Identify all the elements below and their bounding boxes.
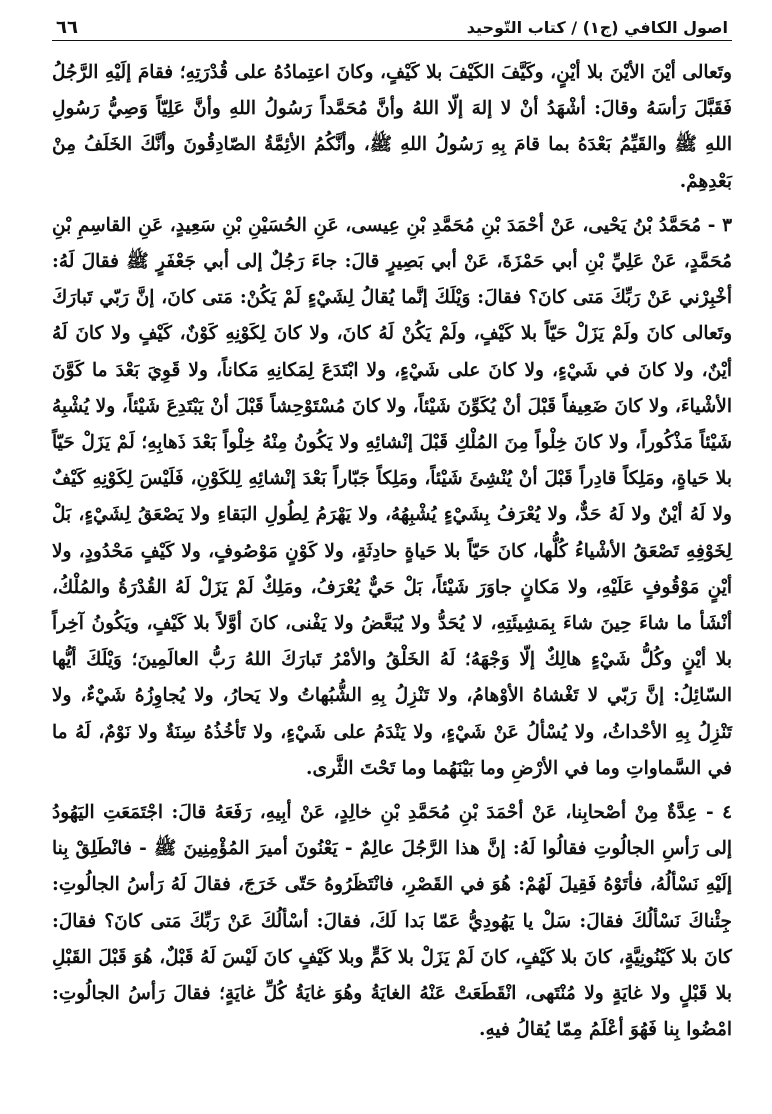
page-header [52,14,732,41]
paragraph-continuation [52,55,732,200]
book-page [52,14,732,1104]
page-body [52,55,732,1048]
hadith-number: ٣ - [707,214,732,236]
hadith-4 [52,795,732,1048]
paragraph-text: وتَعالى أيْنَ الأيْنَ بلا أيْنٍ، وكَيَّفَ الكَيْفَ بلا كَيْفٍ، وكانَ اعتِمادُهُ على قُدْرَتِهِ؛ فقامَ إلَيْهِ الرَّجُلُ فَقَبَّلَ رَأسَهُ وقالَ: أشْهَدُ أنْ لا إلهَ إلّا اللهُ وأنَّ مُحَمَّداً رَسُولُ اللهِ وأنَّ عَلِيّاً وَصِيُّ رَسُولِ اللهِ ﷺ والقَيِّمُ بَعْدَهُ بما قامَ بِهِ رَسُولُ اللهِ ﷺ، وأنَّكُمُ الأئِمَّةُ الصّادِقُونَ وأنَّكَ الخَلَفُ مِنْ بَعْدِهِمْ. [52,62,732,192]
hadith-3 [52,208,732,787]
running-title: اصول الكافي (ج١) / كتاب التّوحيد [466,17,728,37]
paragraph-text: مُحَمَّدُ بْنُ يَحْيى، عَنْ أحْمَدَ بْنِ مُحَمَّدِ بْنِ عِيسى، عَنِ الحُسَيْنِ بْنِ سَعِيدٍ، عَنِ القاسِمِ بْنِ مُحَمَّدٍ، عَنْ عَلِيِّ بْنِ أبي حَمْزَةَ، عَنْ أبي بَصِيرٍ قالَ: جاءَ رَجُلٌ إلى أبي جَعْفَرٍ ﷺ فقالَ لَهُ: أخْبِرْني عَنْ رَبِّكَ مَتى كانَ؟ فقالَ: وَيْلَكَ إنَّما يُقالُ لِشَيْءٍ لَمْ يَكُنْ: مَتى كانَ، إنَّ رَبّي تَبارَكَ وتَعالى كانَ ولَمْ يَزَلْ حَيّاً بلا كَيْفٍ، ولَمْ يَكُنْ لَهُ كانَ، ولا كانَ لِكَوْنِهِ كَوْنٌ، كَيْفٍ ولا كانَ لَهُ أيْنٌ، ولا كانَ في شَيْءٍ، ولا كانَ على شَيْءٍ، ولا ابْتَدَعَ لِمَكانِهِ مَكاناً، ولا قَوِيَ بَعْدَ ما كَوَّنَ الأشْياءَ، ولا كانَ ضَعِيفاً قَبْلَ أنْ يُكَوِّنَ شَيْئاً، ولا كانَ مُسْتَوْحِشاً قَبْلَ أنْ يَبْتَدِعَ شَيْئاً، ولا يُشْبِهُ شَيْئاً مَذْكُوراً، ولا كانَ خِلْواً مِنَ المُلْكِ قَبْلَ إنْشائِهِ ولا يَكُونُ مِنْهُ خِلْواً بَعْدَ ذَهابِهِ؛ لَمْ يَزَلْ حَيّاً بلا حَياةٍ، ومَلِكاً قادِراً قَبْلَ أنْ يُنْشِئَ شَيْئاً، ومَلِكاً جَبّاراً بَعْدَ إنْشائِهِ لِلكَوْنِ، فَلَيْسَ لِكَوْنِهِ كَيْفٌ ولا لَهُ أيْنٌ ولا لَهُ حَدٌّ، ولا يُعْرَفُ بِشَيْءٍ يُشْبِهُهُ، ولا يَهْرَمُ لِطُولِ البَقاءِ ولا يَصْعَقُ لِشَيْءٍ، بَلْ لِخَوْفِهِ تَصْعَقُ الأشْياءُ كُلُّها، كانَ حَيّاً بلا حَياةٍ حادِثَةٍ، ولا كَوْنٍ مَوْصُوفٍ، ولا كَيْفٍ مَحْدُودٍ، ولا أيْنٍ مَوْقُوفٍ عَلَيْهِ، ولا مَكانٍ جاوَرَ شَيْئاً، بَلْ حَيٌّ يُعْرَفُ، ومَلِكٌ لَمْ يَزَلْ لَهُ القُدْرَةُ والمُلْكُ، أنْشَأ ما شاءَ حِينَ شاءَ بِمَشِيئَتِهِ، لا يُحَدُّ ولا يُبَعَّضُ ولا يَفْنى، كانَ أوَّلاً بلا كَيْفٍ، ويَكُونُ آخِراً بلا أيْنٍ وكُلُّ شَيْءٍ هالِكٌ إلّا وَجْهَهُ؛ لَهُ الخَلْقُ والأمْرُ تَبارَكَ اللهُ رَبُّ العالَمِينَ؛ وَيْلَكَ أيُّها السّائِلُ: إنَّ رَبّي لا تَغْشاهُ الأوْهامُ، ولا تَنْزِلُ بِهِ الشُّبُهاتُ ولا يَحارُ، ولا يُجاوِزُهُ شَيْءٌ، ولا تَنْزِلُ بِهِ الأحْداثُ، ولا يُسْألُ عَنْ شَيْءٍ، ولا يَنْدَمُ على شَيْءٍ، ولا تَأخُذُهُ سِنَةٌ ولا نَوْمٌ، لَهُ ما في السَّماواتِ وما في الأرْضِ وما بَيْنَهُما وما تَحْتَ الثَّرى. [52,214,732,779]
page-number: ٦٦ [56,16,78,38]
hadith-number: ٤ - [705,802,732,824]
paragraph-text: عِدَّةٌ مِنْ أصْحابِنا، عَنْ أحْمَدَ بْنِ مُحَمَّدِ بْنِ خالِدٍ، عَنْ أبِيهِ، رَفَعَهُ قالَ: اجْتَمَعَتِ اليَهُودُ إلى رَأسِ الجالُوتِ فقالُوا لَهُ: إنَّ هذا الرَّجُلَ عالِمٌ - يَعْنُونَ أميرَ المُؤْمِنِينَ ﷺ - فانْطَلِقْ بِنا إلَيْهِ نَسْألُهُ، فأتَوْهُ فَقِيلَ لَهُمْ: هُوَ في القَصْرِ، فانْتَظَرُوهُ حَتّى خَرَجَ، فقالَ لَهُ رَأسُ الجالُوتِ: جِئْناكَ نَسْألُكَ فقالَ: سَلْ يا يَهُودِيُّ عَمّا بَدا لَكَ، فقالَ: أسْألُكَ عَنْ رَبِّكَ مَتى كانَ؟ فقالَ: كانَ بلا كَيْنُونِيَّةٍ، كانَ بلا كَيْفٍ، كانَ لَمْ يَزَلْ بلا كَمٍّ وبلا كَيْفٍ كانَ لَيْسَ لَهُ قَبْلٌ، هُوَ قَبْلَ القَبْلِ بلا قَبْلٍ ولا غايَةٍ ولا مُنْتَهى، انْقَطَعَتْ عَنْهُ الغايَةُ وهُوَ غايَةُ كُلِّ غايَةٍ؛ فقالَ رَأسُ الجالُوتِ: امْضُوا بِنا فَهُوَ أعْلَمُ مِمّا يُقالُ فيهِ. [52,802,732,1041]
